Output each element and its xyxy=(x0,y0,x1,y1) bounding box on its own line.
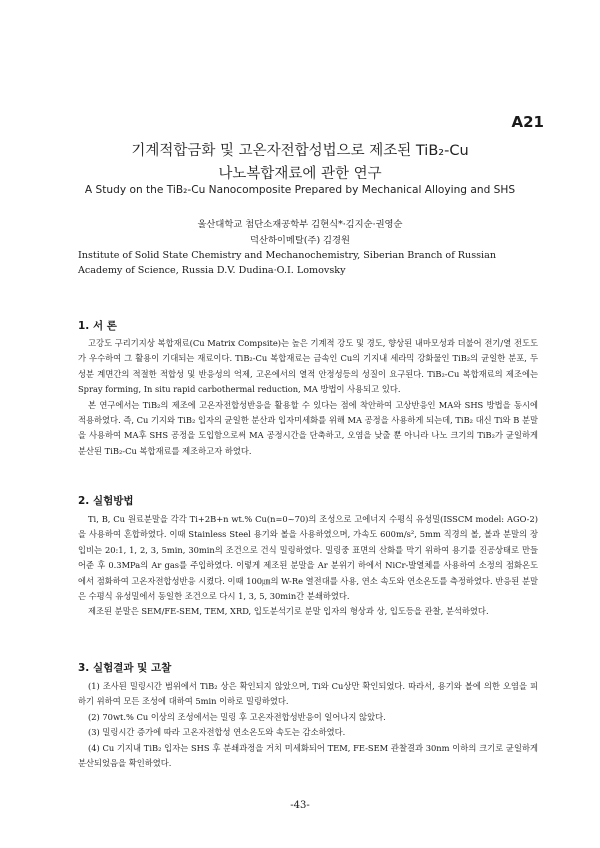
paragraph: (1) 조사된 밀링시간 범위에서 TiB₂ 상은 확인되지 않았으며, Ti와 Cu상만 확인되었다. 따라서, 용기와 볼에 의한 오염을 피하기 위하여 모든 조성에 대하여 5min 이하로 밀링하였다. xyxy=(78,681,538,707)
paragraph: (3) 밀링시간 증가에 따라 고온자전합성 연소온도와 속도는 감소하였다. xyxy=(88,727,346,738)
title-english: A Study on the TiB₂-Cu Nanocomposite Prepared by Mechanical Alloying and SHS xyxy=(84,184,516,196)
paragraph: Ti, B, Cu 원료분말을 각각 Ti+2B+n wt.% Cu(n=0~70)의 조성으로 고에너지 수평식 유성밀(ISSCM model: AGO-2)을 사용하여 혼합하였다. 이때 Stainless Steel 용기와 볼을 사용하였으며, 가속도 600m/s², 5mm 직경의 볼, 볼과 분말의 장입비는 20:1, 1, 2, 3, 5min, 30min의 조건으로 건식 밀링하였다. 밀링중 표면의 산화를 막기 위하여 용기를 진공상태로 만들어준 후 0.3MPa의 Ar gas를 주입하였다. 이렇게 제조된 분말을 Ar 분위기 하에서 NiCr-발열체를 사용하여 소정의 점화온도에서 점화하여 고온자전합성반응 시켰다. 이때 100㎛의 W-Re 열전대를 사용, 연소 속도와 연소온도를 측정하였다. 반응된 분말은 수평식 유성밀에서 동일한 조건으로 다시 1, 3, 5, 30min간 분쇄하였다. xyxy=(78,514,538,602)
paragraph: 고강도 구리기지상 복합재료(Cu Matrix Compsite)는 높은 기계적 강도 및 경도, 향상된 내마모성과 더불어 전기/열 전도도가 우수하여 그 활용이 기대되는 재료이다. TiB₂-Cu 복합재료는 금속인 Cu의 기지내 세라믹 강화물인 TiB₂의 균일한 분포, 두 성분 계면간의 적절한 적합성 및 반응성의 억제, 고온에서의 열적 안정성등의 성질이 요구된다. TiB₂-Cu 복합재료의 제조에는 Spray forming, In situ rapid carbothermal reduction, MA 방법이 사용되고 있다. xyxy=(78,338,538,395)
affiliation-line2: Academy of Science, Russia D.V. Dudina·O.I. Lomovsky xyxy=(78,265,346,276)
paper-code: A21 xyxy=(511,113,544,131)
title-korean-line2: 나노복합재료에 관한 연구 xyxy=(218,166,382,182)
paragraph: 본 연구에서는 TiB₂의 제조에 고온자전합성반응을 활용할 수 있다는 점에 착안하여 고상반응인 MA와 SHS 방법을 동시에 적용하였다. 즉, Cu 기지와 TiB₂ 입자의 균일한 분산과 입자미세화를 위해 MA 공정을 사용하게 되는데, TiB₂ 대신 Ti와 B 분말을 사용하여 MA후 SHS 공정을 도입함으로써 MA 공정시간을 단축하고, 오염을 낮출 뿐 아니라 나노 크기의 TiB₂가 균일하게 분산된 TiB₂-Cu 복합재료를 제조하고자 하였다. xyxy=(78,399,538,456)
section-heading-methods: 2. 실험방법 xyxy=(78,495,134,507)
authors-line2: 덕산하이메탈(주) 김경원 xyxy=(249,234,351,246)
paragraph: 제조된 분말은 SEM/FE-SEM, TEM, XRD, 입도분석기로 분말 입자의 형상과 상, 입도등을 관찰, 분석하였다. xyxy=(88,606,489,617)
page-number: -43- xyxy=(290,800,310,811)
section-body-results xyxy=(78,679,538,771)
affiliation-line1: Institute of Solid State Chemistry and Mechanochemistry, Siberian Branch of Russian xyxy=(78,250,497,261)
affiliation-english xyxy=(78,248,538,278)
section-heading-results: 3. 실험결과 및 고찰 xyxy=(78,662,172,674)
authors-block xyxy=(0,217,600,248)
section-body-introduction xyxy=(78,336,538,459)
section-heading-introduction: 1. 서 론 xyxy=(78,320,117,332)
paragraph: (2) 70wt.% Cu 이상의 조성에서는 밀링 후 고온자전합성반응이 일어나지 않았다. xyxy=(88,711,386,722)
authors-line1: 울산대학교 첨단소재공학부 김현식*·김지순·권영순 xyxy=(197,219,403,230)
paragraph: (4) Cu 기지내 TiB₂ 입자는 SHS 후 분쇄과정을 거치 미세화되어 TEM, FE-SEM 관찰결과 30nm 이하의 크기로 균일하게 분산되었음을 확인하였다. xyxy=(78,742,538,769)
section-body-methods xyxy=(78,512,538,620)
title-korean-line1: 기계적합금화 및 고온자전합성법으로 제조된 TiB₂-Cu xyxy=(131,143,469,159)
